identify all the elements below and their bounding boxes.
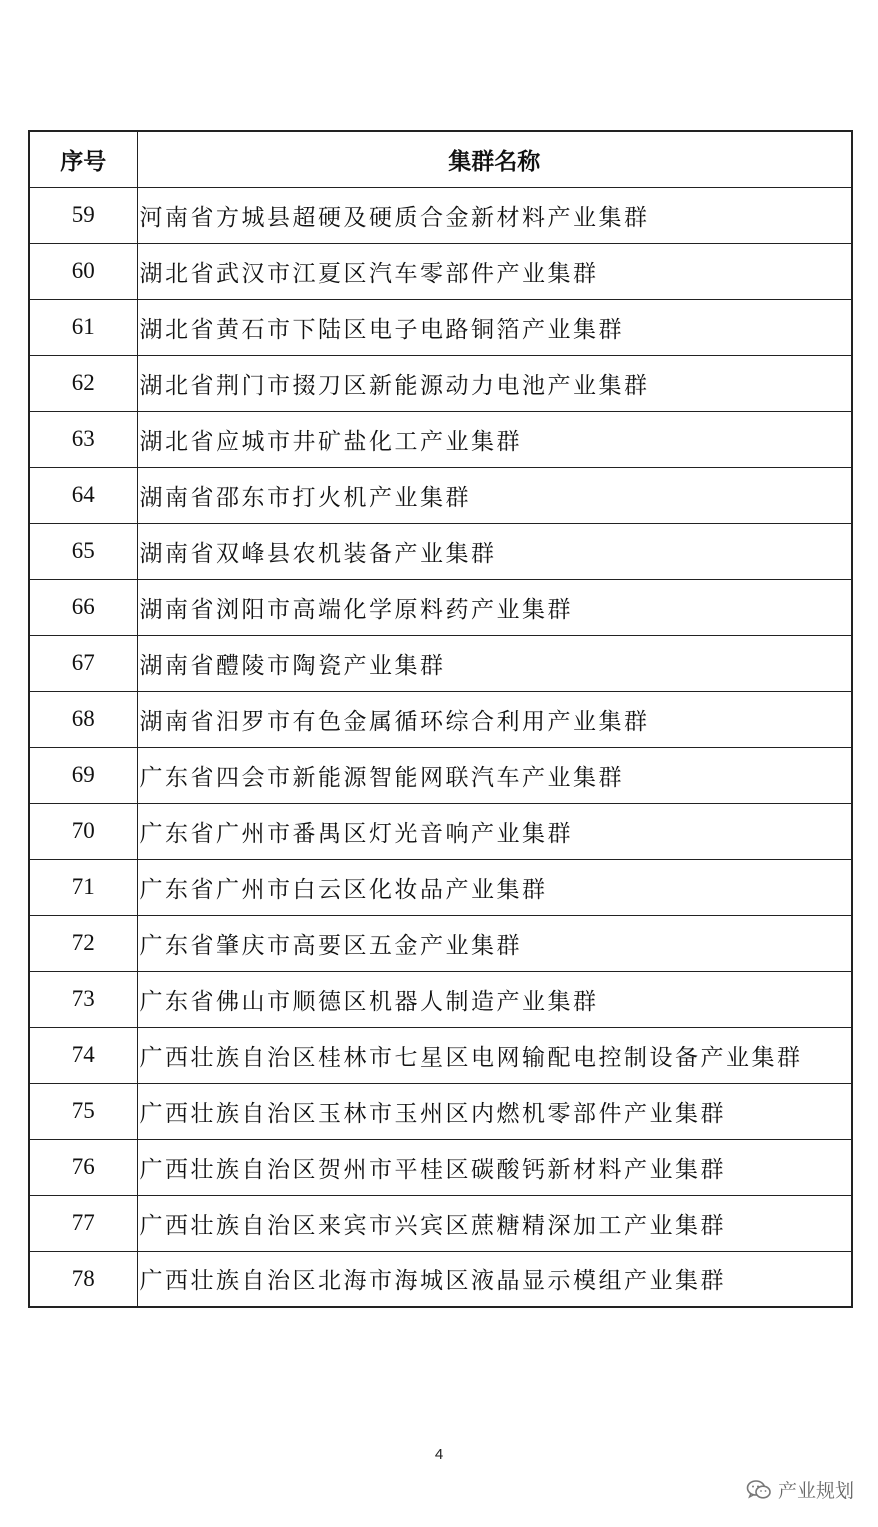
table-body — [29, 187, 852, 1307]
serial-number-cell: 64 — [29, 467, 137, 523]
table-row — [29, 467, 852, 523]
table-row — [29, 1195, 852, 1251]
serial-number-cell: 74 — [29, 1027, 137, 1083]
table-row — [29, 355, 852, 411]
cluster-name-cell: 湖南省双峰县农机装备产业集群 — [137, 523, 852, 579]
table-header-row — [29, 131, 852, 187]
cluster-name-cell: 广西壮族自治区北海市海城区液晶显示模组产业集群 — [137, 1251, 852, 1307]
serial-number-cell: 59 — [29, 187, 137, 243]
table-row — [29, 579, 852, 635]
serial-number-cell: 67 — [29, 635, 137, 691]
cluster-name-cell: 广东省佛山市顺德区机器人制造产业集群 — [137, 971, 852, 1027]
cluster-name-cell: 广西壮族自治区玉林市玉州区内燃机零部件产业集群 — [137, 1083, 852, 1139]
serial-number-cell: 73 — [29, 971, 137, 1027]
cluster-name-cell: 湖北省荆门市掇刀区新能源动力电池产业集群 — [137, 355, 852, 411]
table-row — [29, 523, 852, 579]
serial-number-cell: 72 — [29, 915, 137, 971]
page-number: 4 — [434, 1446, 444, 1463]
cluster-name-cell: 广西壮族自治区来宾市兴宾区蔗糖精深加工产业集群 — [137, 1195, 852, 1251]
table-row — [29, 971, 852, 1027]
cluster-table — [28, 130, 853, 1308]
wechat-icon — [746, 1479, 772, 1501]
table-row — [29, 299, 852, 355]
serial-number-cell: 68 — [29, 691, 137, 747]
serial-number-cell: 78 — [29, 1251, 137, 1307]
watermark — [746, 1476, 854, 1503]
table-row — [29, 1251, 852, 1307]
serial-number-cell: 69 — [29, 747, 137, 803]
serial-number-cell: 62 — [29, 355, 137, 411]
serial-number-cell: 66 — [29, 579, 137, 635]
table-row — [29, 411, 852, 467]
table-row — [29, 747, 852, 803]
cluster-name-cell: 湖南省汨罗市有色金属循环综合利用产业集群 — [137, 691, 852, 747]
table-row — [29, 691, 852, 747]
table-row — [29, 1139, 852, 1195]
cluster-name-cell: 湖北省武汉市江夏区汽车零部件产业集群 — [137, 243, 852, 299]
table-row — [29, 635, 852, 691]
table-row — [29, 803, 852, 859]
table-row — [29, 1027, 852, 1083]
table-row — [29, 187, 852, 243]
cluster-name-cell: 广东省四会市新能源智能网联汽车产业集群 — [137, 747, 852, 803]
cluster-name-cell: 湖南省邵东市打火机产业集群 — [137, 467, 852, 523]
table-row — [29, 915, 852, 971]
serial-number-cell: 61 — [29, 299, 137, 355]
serial-number-cell: 63 — [29, 411, 137, 467]
cluster-name-cell: 湖北省应城市井矿盐化工产业集群 — [137, 411, 852, 467]
serial-number-cell: 60 — [29, 243, 137, 299]
cluster-name-cell: 广西壮族自治区桂林市七星区电网输配电控制设备产业集群 — [137, 1027, 852, 1083]
cluster-name-cell: 湖南省醴陵市陶瓷产业集群 — [137, 635, 852, 691]
header-serial-number: 序号 — [29, 131, 137, 187]
cluster-name-cell: 广东省广州市白云区化妆品产业集群 — [137, 859, 852, 915]
serial-number-cell: 71 — [29, 859, 137, 915]
serial-number-cell: 70 — [29, 803, 137, 859]
serial-number-cell: 65 — [29, 523, 137, 579]
cluster-name-cell: 河南省方城县超硬及硬质合金新材料产业集群 — [137, 187, 852, 243]
table-row — [29, 859, 852, 915]
header-cluster-name: 集群名称 — [137, 131, 852, 187]
cluster-name-cell: 广东省肇庆市高要区五金产业集群 — [137, 915, 852, 971]
serial-number-cell: 76 — [29, 1139, 137, 1195]
table-row — [29, 243, 852, 299]
cluster-name-cell: 广东省广州市番禺区灯光音响产业集群 — [137, 803, 852, 859]
cluster-name-cell: 广西壮族自治区贺州市平桂区碳酸钙新材料产业集群 — [137, 1139, 852, 1195]
cluster-name-cell: 湖南省浏阳市高端化学原料药产业集群 — [137, 579, 852, 635]
serial-number-cell: 75 — [29, 1083, 137, 1139]
watermark-text: 产业规划 — [777, 1480, 854, 1502]
serial-number-cell: 77 — [29, 1195, 137, 1251]
cluster-name-cell: 湖北省黄石市下陆区电子电路铜箔产业集群 — [137, 299, 852, 355]
table-row — [29, 1083, 852, 1139]
